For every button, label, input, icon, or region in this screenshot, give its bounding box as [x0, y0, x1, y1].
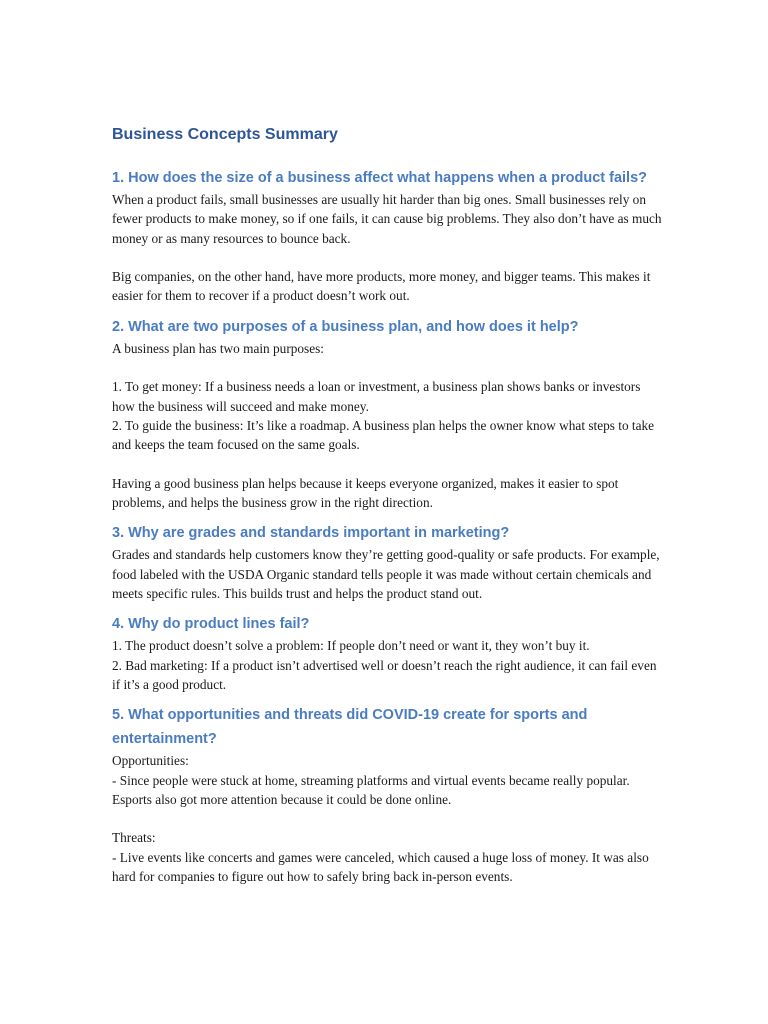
section-heading: 2. What are two purposes of a business plan, and how does it help? [112, 318, 579, 335]
document-page [112, 118, 662, 895]
document-title: Business Concepts Summary [112, 126, 338, 143]
section-3 [112, 521, 662, 603]
paragraph: Having a good business plan helps because it keeps everyone organized, makes it easier to spot problems, and helps the business grow in the right direction. [112, 475, 619, 511]
paragraph-gap [112, 358, 662, 377]
section-heading: 1. How does the size of a business affect what happens when a product fails? [112, 170, 647, 186]
section-heading: 5. What opportunities and threats did COVID-19 create for sports and entertainment? [112, 707, 588, 748]
paragraph: When a product fails, small businesses are usually hit harder than big ones. Small businesses rely on fewer products to make money, so if one fails, it can cause big problems. They also don’t have as much money or as many resources to bounce back. [112, 192, 662, 246]
section-4 [112, 612, 662, 694]
paragraph-gap [112, 455, 662, 474]
paragraph: Threats: [112, 830, 156, 846]
paragraph-gap [112, 248, 662, 267]
section-heading: 3. Why are grades and standards important in marketing? [112, 525, 510, 542]
section-5 [112, 703, 662, 886]
paragraph: Big companies, on the other hand, have more products, more money, and bigger teams. This makes it easier for them to recover if a product doesn’t work out. [112, 269, 651, 304]
paragraph: A business plan has two main purposes: [112, 340, 324, 356]
paragraph: 1. The product doesn’t solve a problem: If people don’t need or want it, they won’t buy it. [112, 638, 590, 654]
paragraph-gap [112, 809, 662, 828]
section-heading: 4. Why do product lines fail? [112, 616, 310, 633]
paragraph: Grades and standards help customers know they’re getting good-quality or safe products. For example, food labeled with the USDA Organic standard tells people it was made without certain chemicals and meets specific rules. This builds trust and helps the product stand out. [112, 547, 660, 602]
paragraph: 2. Bad marketing: If a product isn’t advertised well or doesn’t reach the right audience, it can fail even if it’s a good product. [112, 657, 657, 692]
paragraph: 1. To get money: If a business needs a loan or investment, a business plan shows banks or investors how the business will succeed and make money. [112, 379, 641, 414]
section-2 [112, 315, 662, 513]
paragraph: 2. To guide the business: It’s like a roadmap. A business plan helps the owner know what steps to take and keeps the team focused on the same goals. [112, 417, 655, 453]
section-1 [112, 166, 662, 306]
paragraph: - Since people were stuck at home, streaming platforms and virtual events became really popular. Esports also got more attention because it could be done online. [112, 772, 630, 807]
paragraph: - Live events like concerts and games were canceled, which caused a huge loss of money. It was also hard for companies to figure out how to safely bring back in-person events. [112, 849, 649, 885]
paragraph: Opportunities: [112, 753, 189, 769]
